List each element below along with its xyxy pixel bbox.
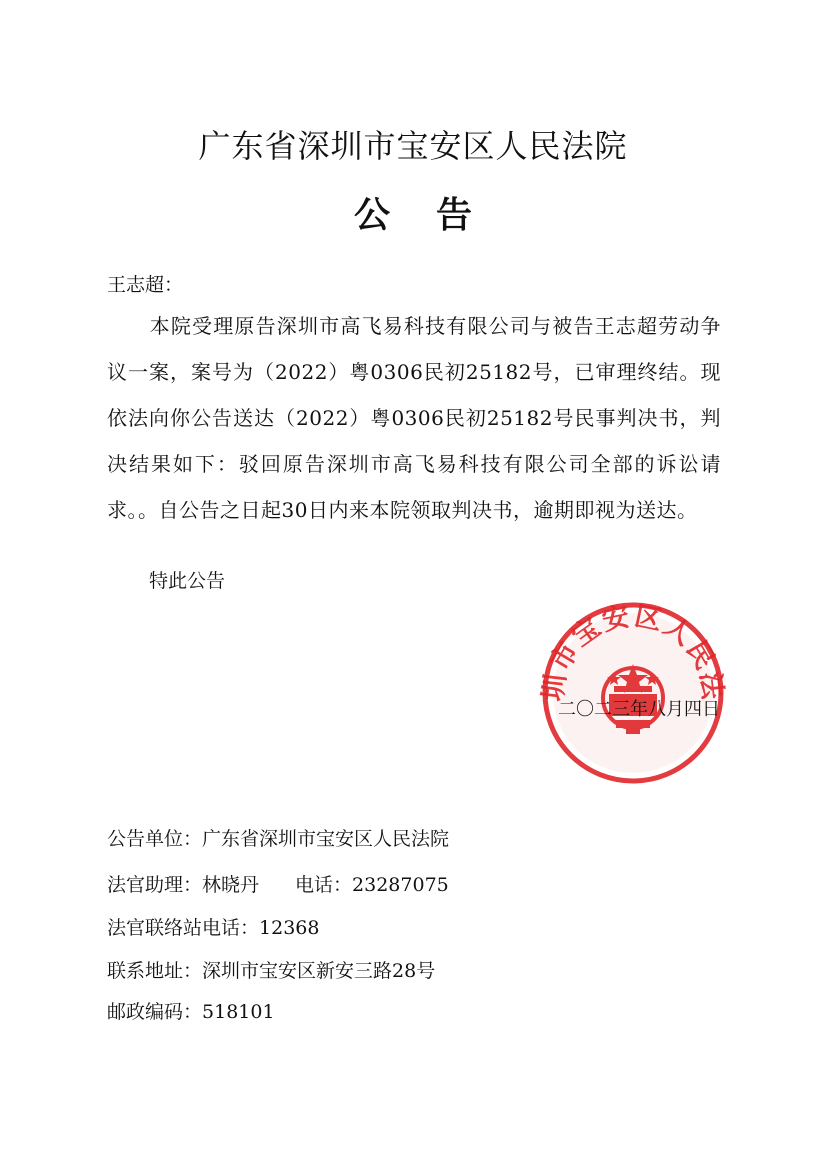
court-name: 广东省深圳市宝安区人民法院 — [198, 127, 628, 165]
footer-liaison-phone — [107, 913, 319, 943]
footer-address — [107, 956, 435, 986]
addressee: 王志超： — [107, 274, 184, 296]
footer-postal-code — [107, 997, 275, 1027]
footer-postal-label: 邮政编码： — [107, 1001, 203, 1023]
footer-unit-value: 广东省深圳市宝安区人民法院 — [202, 828, 450, 850]
seal-graphic — [538, 598, 728, 788]
footer-judge-assistant-value: 林晓丹 — [202, 874, 260, 896]
footer-unit — [107, 824, 449, 854]
closing-phrase: 特此公告 — [149, 570, 226, 592]
court-seal — [538, 598, 728, 788]
footer-postal-value: 518101 — [202, 1001, 275, 1023]
notice-body-text: 本院受理原告深圳市高飞易科技有限公司与被告王志超劳动争议一案，案号为（2022）粤0306民初25182号，已审理终结。现依法向你公告送达（2022）粤0306民初25182号民事判决书，判决结果如下：驳回原告深圳市高飞易科技有限公司全部的诉讼请求。。自公告之日起30日内来本院领取判决书，逾期即视为送达。 — [107, 314, 721, 522]
footer-phone-label: 电话： — [295, 874, 353, 896]
notice-date: 二〇二三年八月四日 — [558, 699, 720, 720]
notice-body — [107, 303, 721, 533]
footer-address-value: 深圳市宝安区新安三路28号 — [202, 960, 436, 982]
notice-title: 公告 — [353, 194, 518, 236]
footer-unit-label: 公告单位： — [107, 828, 203, 850]
seal-text: 圳市宝安区人民法 — [538, 600, 728, 703]
footer-address-label: 联系地址： — [107, 960, 203, 982]
footer-judge-assistant-label: 法官助理： — [107, 874, 203, 896]
footer-phone-value: 23287075 — [352, 874, 449, 896]
footer-judge-assistant — [107, 870, 449, 900]
footer-liaison-phone-value: 12368 — [259, 917, 320, 939]
footer-liaison-phone-label: 法官联络站电话： — [107, 917, 260, 939]
